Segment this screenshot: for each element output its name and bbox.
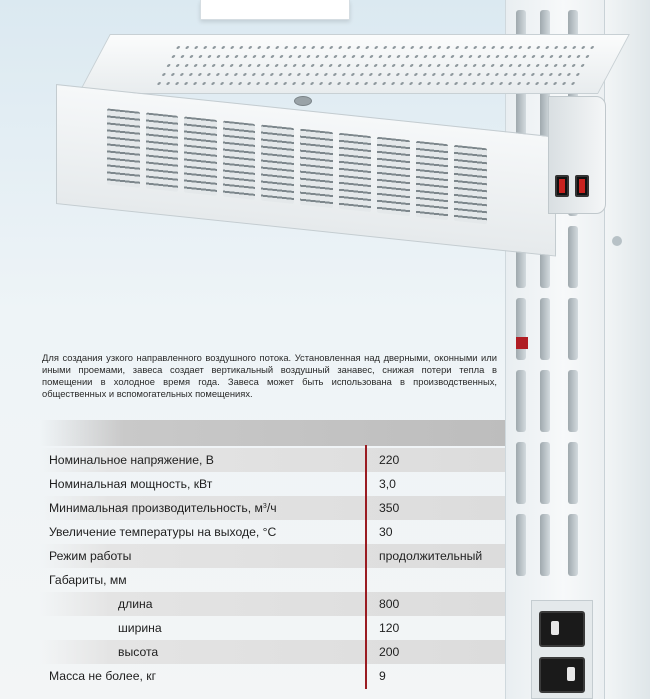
- switch-icon: [575, 175, 589, 197]
- spec-name: длина: [118, 597, 153, 611]
- vent-slot: [540, 514, 550, 576]
- spec-name-text: Минимальная производительность, м: [49, 501, 263, 515]
- spec-name-text: /ч: [266, 501, 277, 515]
- spec-name: Номинальная мощность, кВт: [49, 477, 213, 491]
- vent-slot: [516, 298, 526, 360]
- spec-table: [40, 448, 505, 688]
- spec-name: [40, 501, 365, 515]
- spec-table-header: [40, 420, 505, 446]
- spec-name: Номинальное напряжение, В: [49, 453, 214, 467]
- heater-top-panel: [78, 34, 630, 94]
- spec-value: продолжительный: [379, 549, 483, 563]
- rocker-switch-icon: [539, 657, 585, 693]
- screw-icon: [612, 236, 622, 246]
- spec-row: [40, 496, 505, 520]
- spec-name: Режим работы: [49, 549, 132, 563]
- spec-value: 120: [379, 621, 400, 635]
- grille-cell: [300, 129, 333, 208]
- product-description: Для создания узкого направленного воздушного потока. Установленная над дверными, оконными или иными проемами, завеса создает вертикальный воздушный занавес, снижая потери тепла в помещении в холодное время года. Завеса может быть использована в производственных, общественных и вспомогательных помещениях.: [42, 352, 497, 399]
- brand-logo-icon: [294, 96, 312, 106]
- vent-slot: [516, 370, 526, 432]
- spec-row: [40, 568, 505, 592]
- grille-cell: [261, 125, 294, 204]
- spec-row: [40, 616, 505, 640]
- spec-value: 350: [379, 501, 400, 515]
- spec-value: 9: [379, 669, 386, 683]
- grille-cell: [454, 145, 487, 224]
- spec-name: ширина: [118, 621, 162, 635]
- spec-row: [40, 640, 505, 664]
- vent-slot: [516, 514, 526, 576]
- top-box: [200, 0, 350, 20]
- switch-icon: [555, 175, 569, 197]
- red-marker: [516, 337, 528, 349]
- heater-grille: [107, 108, 487, 224]
- spec-row: [40, 448, 505, 472]
- spec-value: 220: [379, 453, 400, 467]
- vent-slot: [568, 226, 578, 288]
- vent-slot: [568, 298, 578, 360]
- backdrop-wall-edge: [604, 0, 650, 699]
- grille-cell: [146, 112, 179, 191]
- air-curtain-heater-icon: [48, 34, 608, 224]
- column-divider: [365, 445, 367, 689]
- grille-cell: [416, 141, 449, 220]
- spec-row: [40, 664, 505, 688]
- vent-slot: [568, 514, 578, 576]
- heater-end-cap: [548, 96, 606, 214]
- rocker-switch-icon: [539, 611, 585, 647]
- spec-row: [40, 520, 505, 544]
- spec-row: [40, 472, 505, 496]
- spec-name: Габариты, мм: [49, 573, 127, 587]
- spec-name: высота: [118, 645, 159, 659]
- grille-cell: [377, 137, 410, 216]
- vent-slot: [540, 298, 550, 360]
- grille-cell: [339, 133, 372, 212]
- heater-front-panel: [56, 84, 556, 257]
- spec-value: 3,0: [379, 477, 396, 491]
- vent-slot: [568, 442, 578, 504]
- spec-name: Масса не более, кг: [49, 669, 157, 683]
- grille-cell: [184, 116, 217, 195]
- vent-slot: [540, 370, 550, 432]
- spec-row: [40, 592, 505, 616]
- vent-slot: [568, 370, 578, 432]
- spec-value: 200: [379, 645, 400, 659]
- grille-cell: [107, 108, 140, 187]
- spec-name: Увеличение температуры на выходе, °С: [49, 525, 277, 539]
- spec-value: 800: [379, 597, 400, 611]
- spec-name-superscript: 3: [262, 503, 267, 510]
- spec-row: [40, 544, 505, 568]
- vent-slot: [540, 442, 550, 504]
- grille-cell: [223, 121, 256, 200]
- rocker-switch-panel: [531, 600, 593, 699]
- spec-value: 30: [379, 525, 393, 539]
- vent-slot: [516, 442, 526, 504]
